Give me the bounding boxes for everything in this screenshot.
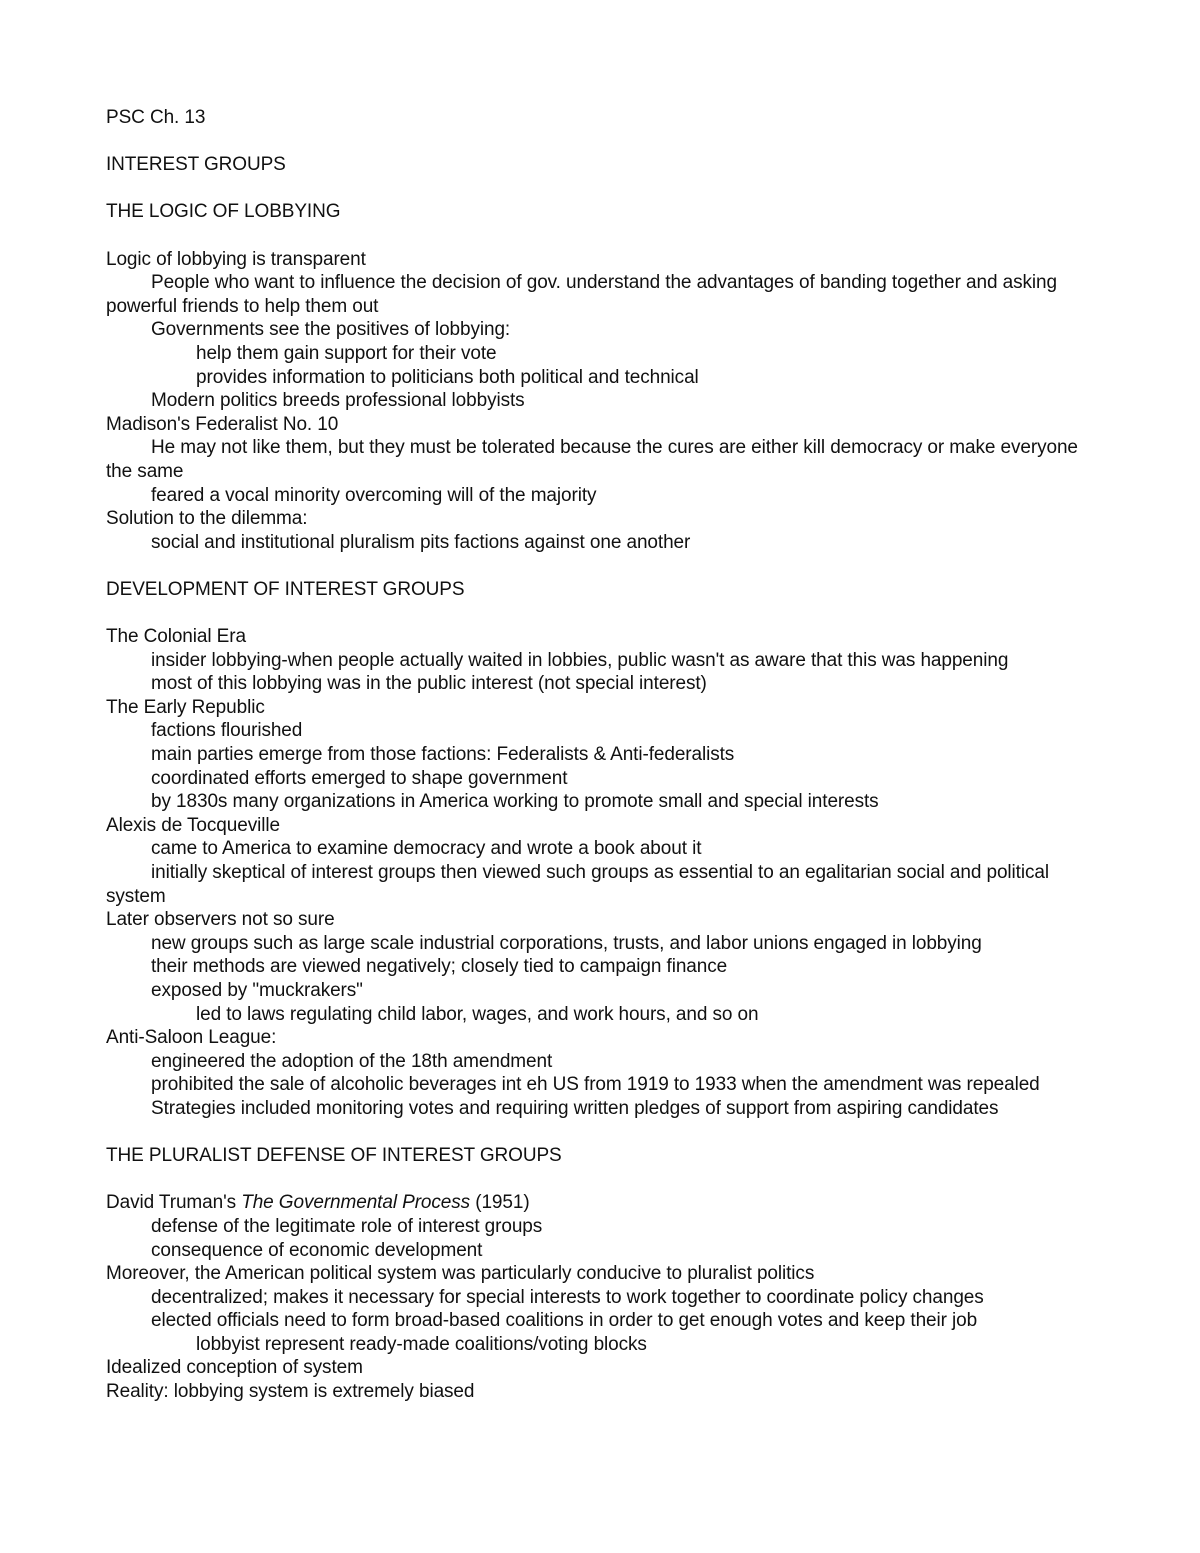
outline-item: engineered the adoption of the 18th amendment xyxy=(151,1050,553,1072)
spacer xyxy=(106,601,1106,625)
outline-item: came to America to examine democracy and wrote a book about it xyxy=(151,838,702,860)
outline-item: Strategies included monitoring votes and requiring written pledges of support from aspiring candidates xyxy=(151,1097,999,1119)
outline-item: main parties emerge from those factions: Federalists & Anti-federalists xyxy=(151,744,735,766)
outline-item: insider lobbying-when people actually waited in lobbies, public wasn't as aware that this was happening xyxy=(151,649,1009,671)
outline-item: Anti-Saloon League: xyxy=(106,1027,277,1049)
spacer xyxy=(106,1121,1106,1145)
outline-item: help them gain support for their vote xyxy=(196,342,497,364)
spacer xyxy=(106,1168,1106,1192)
outline-item: Modern politics breeds professional lobbyists xyxy=(151,390,525,412)
outline-item: elected officials need to form broad-based coalitions in order to get enough votes and keep their job xyxy=(151,1310,978,1332)
outline-item: most of this lobbying was in the public interest (not special interest) xyxy=(151,673,707,695)
section-heading: THE PLURALIST DEFENSE OF INTEREST GROUPS xyxy=(106,1145,562,1167)
outline-item: by 1830s many organizations in America working to promote small and special interests xyxy=(151,791,879,813)
book-title: The Governmental Process xyxy=(241,1192,471,1214)
outline-item: their methods are viewed negatively; closely tied to campaign finance xyxy=(151,956,728,978)
outline-item: The Colonial Era xyxy=(106,626,246,648)
outline-item: He may not like them, but they must be tolerated because the cures are either kill democracy or make everyone the same xyxy=(106,437,1084,482)
outline-item: consequence of economic development xyxy=(151,1239,483,1261)
outline-item: Idealized conception of system xyxy=(106,1357,363,1379)
document-page xyxy=(106,106,1106,1404)
spacer xyxy=(106,554,1106,578)
outline-item-truman xyxy=(106,1191,1106,1215)
outline-item: initially skeptical of interest groups then viewed such groups as essential to an egalitarian social and political system xyxy=(106,862,1055,907)
outline-item: lobbyist represent ready-made coalitions/voting blocks xyxy=(196,1333,647,1355)
outline-item: People who want to influence the decision of gov. understand the advantages of banding together and asking powerful friends to help them out xyxy=(106,272,1063,317)
outline-item: provides information to politicians both political and technical xyxy=(196,366,699,388)
course-title: PSC Ch. 13 xyxy=(106,107,206,128)
outline-item: social and institutional pluralism pits factions against one another xyxy=(151,531,691,553)
outline-item: Madison's Federalist No. 10 xyxy=(106,413,339,435)
outline-item: exposed by "muckrakers" xyxy=(151,979,363,1001)
outline-item: led to laws regulating child labor, wages, and work hours, and so on xyxy=(196,1003,759,1025)
spacer xyxy=(106,177,1106,201)
outline-item: Solution to the dilemma: xyxy=(106,508,308,530)
outline-item: Later observers not so sure xyxy=(106,909,335,931)
outline-item: decentralized; makes it necessary for special interests to work together to coordinate policy changes xyxy=(151,1286,984,1308)
outline-item: Alexis de Tocqueville xyxy=(106,814,280,836)
truman-year: (1951) xyxy=(470,1192,530,1214)
outline-item: Moreover, the American political system was particularly conducive to pluralist politics xyxy=(106,1263,815,1285)
outline-item: coordinated efforts emerged to shape government xyxy=(151,767,568,789)
section-heading: DEVELOPMENT OF INTEREST GROUPS xyxy=(106,578,465,600)
spacer xyxy=(106,130,1106,154)
truman-prefix: David Truman's xyxy=(106,1192,242,1214)
outline-item: The Early Republic xyxy=(106,696,265,718)
outline-item: prohibited the sale of alcoholic beverages int eh US from 1919 to 1933 when the amendment was repealed xyxy=(151,1074,1040,1096)
spacer xyxy=(106,224,1106,248)
outline-item: Governments see the positives of lobbying: xyxy=(151,319,511,341)
outline-item: feared a vocal minority overcoming will of the majority xyxy=(151,484,597,506)
outline-item: Logic of lobbying is transparent xyxy=(106,248,366,270)
outline-item: factions flourished xyxy=(151,720,303,742)
outline-item: new groups such as large scale industrial corporations, trusts, and labor unions engaged in lobbying xyxy=(151,932,982,954)
outline-item: defense of the legitimate role of interest groups xyxy=(151,1215,543,1237)
section-heading: THE LOGIC OF LOBBYING xyxy=(106,201,341,223)
topic-title: INTEREST GROUPS xyxy=(106,154,286,176)
outline-item: Reality: lobbying system is extremely biased xyxy=(106,1381,475,1403)
